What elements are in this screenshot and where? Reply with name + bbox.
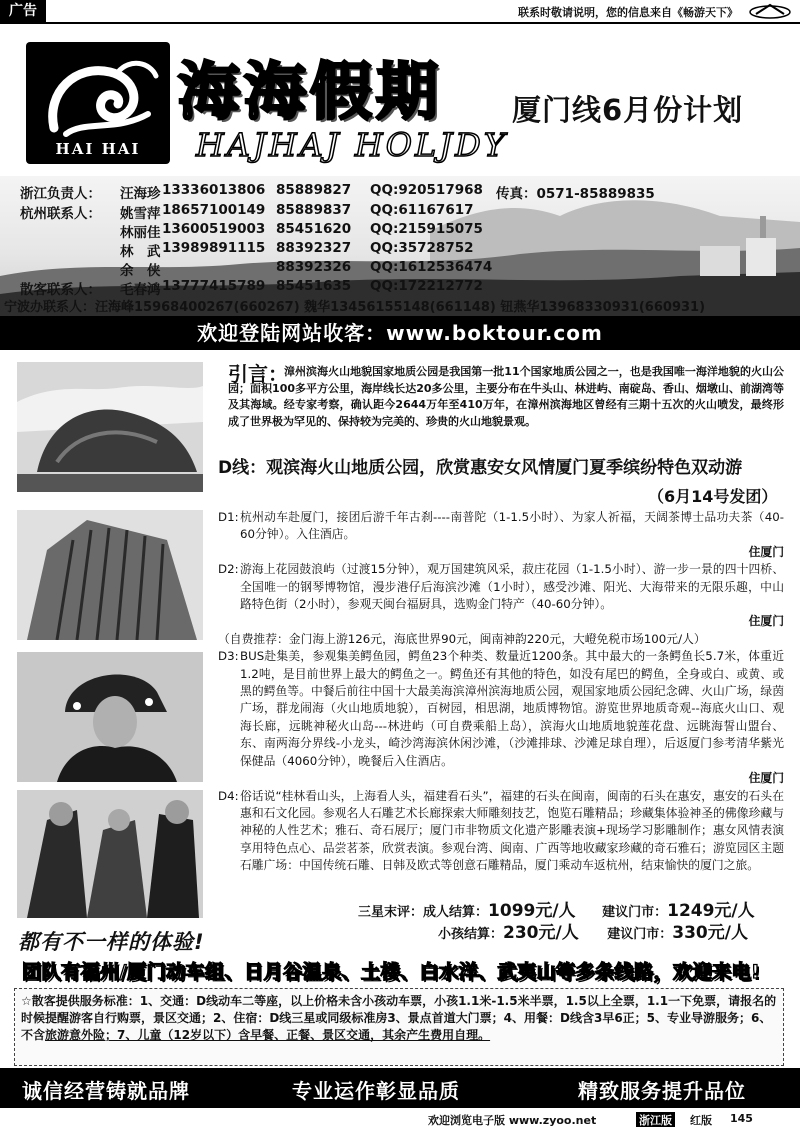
bottom-info (0, 1110, 800, 1127)
adult-retail-price: 1249元/人 (667, 901, 755, 921)
magazine-logo-icon (746, 2, 794, 20)
service-text-underlined: 旅游意外险；7、儿童（12岁以下）含早餐、正餐、景区交通，其余产生费用自理。 (45, 1028, 491, 1042)
footer-slogan-2: 专业运作彰显品质 (292, 1079, 460, 1103)
brand-name-en: HAJHAJ HOLJDY (196, 126, 508, 164)
photo-volcanic-coast (17, 362, 203, 492)
section-label: 红版 (690, 1114, 712, 1127)
day-stay: 住厦门 (748, 771, 784, 786)
header (0, 26, 800, 176)
service-text: 1、交通：D线动车二等座，以上价格未含小孩动车票，小孩1.1米-1.5米半票，1.5以上全票，1.1一下免票，请报名的时候提醒游客自行购票，景区交通；2、住宿：D线三星或同级标准房3、景点首道大门票；4、用餐：D线含3早6正；5、专业导游服务；6、不含 (21, 994, 777, 1042)
day-label: D4: (218, 788, 239, 803)
child-price: 230元/人 (503, 923, 579, 943)
retail-label: 建议门市： (602, 905, 668, 920)
self-pay-recommendation: （自费推荐：金门海上游126元，海底世界90元，闽南神韵220元，大嶝免税市场100元/人） (218, 631, 706, 646)
plan-title: 厦门线6月份计划 (512, 93, 744, 127)
experience-slogan: 都有不一样的体验! (18, 930, 205, 954)
day-label: D3: (218, 649, 239, 664)
retail-label: 建议门市： (607, 927, 673, 942)
price-label: 三星末评： (358, 905, 424, 920)
service-standards (14, 988, 784, 1066)
service-title: ☆散客提供服务标准： (21, 994, 140, 1008)
footer-slogan-3: 精致服务提升品位 (578, 1079, 746, 1103)
adult-label: 成人结算： (423, 905, 489, 920)
browse-note: 欢迎浏览电子版 www.zyoo.net (428, 1114, 597, 1127)
itinerary-day-4 (218, 788, 784, 875)
route-title: D线：观滨海火山地质公园，欣赏惠安女风情厦门夏季缤纷特色双动游 (218, 458, 743, 478)
contacts-panel: 浙江负责人： 汪海珍 13336013806 85889827 QQ:920517968 传真：0571-85889835 杭州联系人： 姚雪萍 18657100149 85889837 QQ:61167617 林丽佳 13600519003 85451620 QQ:215915075 林 武 13989891115 88392327 QQ:35728752 余 侠 88392326 QQ:1612536474 散客联系人： 毛春鸿 13777415789 85451635 QQ:172212772 宁波办联系人：汪海峰15968400267(660267) 魏华13456155148(661148) 钮燕华13968330931(660931) (0, 176, 800, 316)
child-label: 小孩结算： (438, 927, 504, 942)
photo-huian-woman (17, 652, 203, 782)
itinerary-day-3 (218, 648, 784, 787)
day-label: D1: (218, 510, 239, 524)
itinerary (218, 509, 784, 875)
brand-logo (26, 42, 170, 164)
adult-price: 1099元/人 (488, 901, 576, 921)
top-note: 联系时敬请说明，您的信息来自《畅游天下》 (518, 6, 738, 19)
logo-text: HAI HAI (55, 140, 141, 158)
routes-slogan: 团队有福州/厦门动车组、日月谷温泉、土楼、白水洋、武夷山等多条线路，欢迎来电! (22, 961, 761, 983)
itinerary-day-2 (218, 561, 784, 631)
day-text: BUS赴集美，参观集美鳄鱼园，鳄鱼23个种类、数量近1200条。其中最大的一条鳄鱼长5.7米，体重近1.2吨，是目前世界上最大的鳄鱼之一。鳄鱼还有其他的特色，如没有尾巴的鳄鱼，全身或白、或黄、或黑的鳄鱼等。中餐后前往中国十大最美海滨漳州滨海地质公园，观国家地质公园纪念碑、火山广场，绿茵广场，群龙闹海（火山地质地貌），百树园，相思湖，地质博物馆。游览世界地质奇观--海底火山口、观海长廊，远眺神秘火山岛---林进屿（可自费乘船上岛），滨海火山地质地貌莲花盘、远眺海誓山盟台、东、南两海分界线-小龙头，崎沙湾海滨休闲沙滩，（沙滩排球、沙滩足球自理），后返厦门参考清华紫光保健品（4060分钟），晚餐后入住酒店。 (240, 649, 784, 768)
route-departure-date: （6月14号发团） (648, 487, 778, 506)
edition-badge: 浙江版 (636, 1112, 675, 1127)
ningbo-contacts: 宁波办联系人：汪海峰15968400267(660267) 魏华13456155148(661148) 钮燕华13968330931(660931) (4, 300, 706, 315)
top-bar (0, 0, 800, 24)
child-retail-price: 330元/人 (672, 923, 748, 943)
footer-slogan-bar (0, 1068, 800, 1108)
day-text: 游海上花园鼓浪屿（过渡15分钟），观万国建筑风采，菽庄花园（1-1.5小时）、游一步一景的四十四桥、全国唯一的钢琴博物馆，漫步港仔后海滨沙滩（1小时），感受沙滩、阳光、大海带来的无限乐趣，中山路特色街（2小时），参观天闽台福厨具，选购金门特产（40-60分钟）。 (240, 562, 784, 612)
day-text: 杭州动车赴厦门，接团后游千年古刹----南普陀（1-1.5小时）、为家人祈福，天阔茶博士品功夫茶（40-60分钟）。入住酒店。 (240, 510, 784, 542)
ad-tag: 广告 (0, 0, 46, 22)
footer-slogan-1: 诚信经营铸就品牌 (22, 1079, 190, 1103)
website-banner: 欢迎登陆网站收客：www.boktour.com (0, 316, 800, 350)
photo-basalt-columns (17, 510, 203, 640)
day-text: 俗话说“桂林看山头，上海看人头，福建看石头”，福建的石头在闽南，闽南的石头在惠安，惠安的石头在惠和石文化园。参观名人石雕艺术长廊探索大师雕刻技艺，饱览石雕精品；珍藏集体验神圣的佛像珍藏与神秘的人性艺术；雅石、奇石展厅；厦门市非物质文化遗产影雕表演+现场学习影雕制作；惠女风情表演享用特色点心、品尝茗茶，欣赏表演。参观台湾、闽南、广西等地收藏家珍藏的奇石雅石；游览园区主题石雕广场：中国传统石雕、日韩及欧式等创意石雕精品，厦门乘动车返杭州，结束愉快的厦门之旅。 (240, 788, 784, 873)
page-number: 145 (730, 1112, 753, 1125)
price-row-child (438, 918, 748, 943)
day-label: D2: (218, 562, 239, 577)
day-stay: 住厦门 (748, 614, 784, 629)
photo-folk-dancers (17, 790, 203, 918)
brand-name-cn: 海海假期 (178, 55, 443, 128)
itinerary-day-1 (218, 509, 784, 561)
day-stay: 住厦门 (748, 544, 784, 559)
intro-text: 漳州滨海火山地貌国家地质公园是我国第一批11个国家地质公园之一，也是我国唯一海洋地貌的火山公园；面积100多平方公里，海岸线长达20多公里，主要分布在牛头山、林进屿、南碇岛、香山、烟墩山、前湖湾等及其海域。经专家考察，确认距今2644万年至410万年，在漳州滨海地区曾经有三期十五次的火山喷发，最终形成了世界极为罕见的、保持较为完美的、珍贵的火山地貌景观。 (228, 365, 784, 428)
intro-lead: 引言： (228, 362, 288, 386)
